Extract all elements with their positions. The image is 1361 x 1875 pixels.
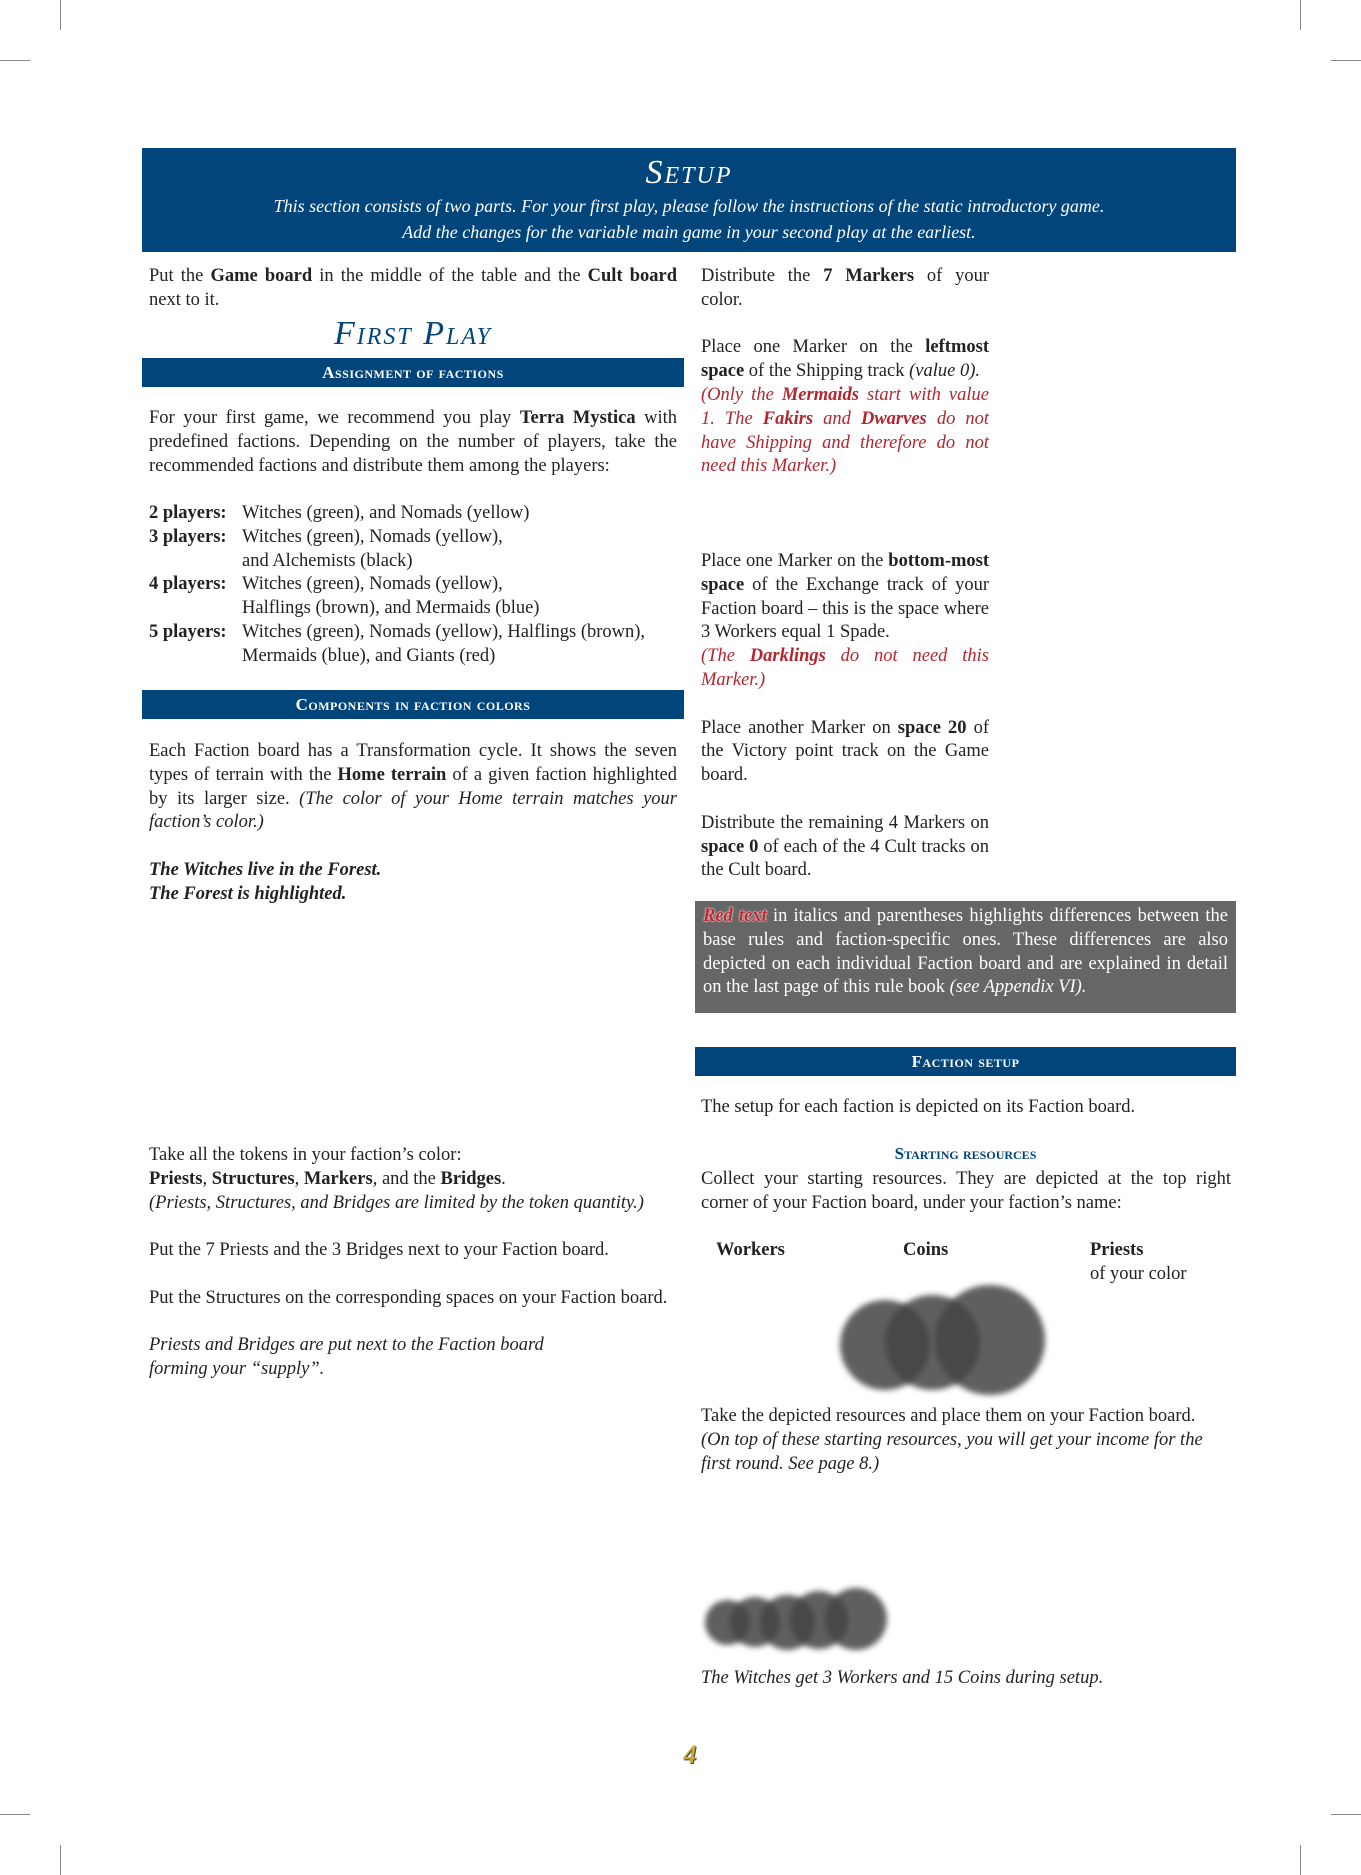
take-resources-text: Take the depicted resources and place them on your Faction board. (On top of these starting resources, you will get your income for the first round. See page 8.) <box>701 1406 1203 1474</box>
first-play-heading: First Play <box>333 315 493 352</box>
components-bar: Components in faction colors <box>142 690 684 719</box>
player-count: 3 players: <box>149 526 227 547</box>
collect-text: Collect your starting resources. They are depicted at the top right corner of your Faction board, under your faction’s name: <box>701 1169 1231 1213</box>
player-factions: Halflings (brown), and Mermaids (blue) <box>242 598 540 619</box>
witches-resources-image <box>705 1585 905 1650</box>
player-factions: Witches (green), Nomads (yellow), <box>242 526 503 547</box>
crop-mark <box>1300 0 1301 30</box>
intro-line: This section consists of two parts. For your first play, please follow the instructions of the static introductory game. <box>273 196 1105 216</box>
crop-mark <box>1331 1814 1361 1815</box>
player-factions: and Alchemists (black) <box>242 550 413 571</box>
left-intro: Put the Game board in the middle of the table and the Cult board next to it. <box>149 266 677 310</box>
resource-priests-label: Priests of your color <box>1090 1240 1187 1284</box>
exchange-text: Place one Marker on the bottom-most space of the Exchange track of your Faction board – this is the space where 3 Workers equal 1 Spade. (The Darklings do not need this Marker.) Place another Marker on space 20 of the Victory point track on the Game board. Distribute the remaining 4 Markers on space 0 of each of the 4 Cult tracks on the Cult board. <box>701 551 989 881</box>
page-number: 4 <box>683 1740 697 1769</box>
crop-mark <box>60 1845 61 1875</box>
player-count: 5 players: <box>149 621 227 642</box>
player-count: 2 players: <box>149 503 227 523</box>
assignment-bar: Assignment of factions <box>142 358 684 387</box>
player-factions: Mermaids (blue), and Giants (red) <box>242 645 496 666</box>
faction-setup-text: The setup for each faction is depicted on its Faction board. <box>701 1097 1136 1117</box>
crop-mark <box>1300 1845 1301 1875</box>
player-factions: Witches (green), Nomads (yellow), Halflings (brown), <box>242 621 646 642</box>
markers-text: Distribute the 7 Markers of your color. Place one Marker on the leftmost space of the Shipping track (value 0). (Only the Mermaids start with value 1. The Fakirs and Dwarves do not have Shipping and therefore do not need this Marker.) <box>701 266 990 477</box>
red-text-tag: Red text <box>703 906 767 926</box>
setup-banner <box>142 148 1236 252</box>
crop-mark <box>60 0 61 30</box>
faction-colors-text: Each Faction board has a Transformation cycle. It shows the seven types of terrain with the Home terrain of a given faction highlighted by its larger size. (The color of your Home terrain matches your faction’s color.) The Witches live in the Forest. The Forest is highlighted. <box>149 741 677 904</box>
witches-setup-caption: The Witches get 3 Workers and 15 Coins during setup. <box>701 1668 1104 1688</box>
player-count: 4 players: <box>149 574 227 595</box>
faction-setup-bar: Faction setup <box>695 1047 1236 1076</box>
player-list <box>149 502 689 669</box>
tokens-text: Take all the tokens in your faction’s color: Priests, Structures, Markers, and the Bridges. (Priests, Structures, and Bridges are limited by the token quantity.) Put the 7 Priests and the 3 Bridges next to your Faction board. Put the Structures on the corresponding spaces on your Faction board. Priests and Bridges are put next to the Faction board forming your “supply”. <box>149 1145 668 1380</box>
player-factions: Witches (green), Nomads (yellow), <box>242 574 503 595</box>
assignment-text: For your first game, we recommend you play Terra Mystica with predefined factions. Depending on the number of players, take the recommended factions and distribute them among the players: <box>149 408 677 476</box>
page-title: Setup <box>645 154 733 191</box>
starting-resources-heading: Starting resources <box>894 1144 1037 1163</box>
crop-mark <box>0 60 30 61</box>
resource-coins-label: Coins <box>903 1240 949 1260</box>
resource-workers-label: Workers <box>716 1240 785 1260</box>
intro-line: Add the changes for the variable main game in your second play at the earliest. <box>402 222 976 242</box>
crop-mark <box>1331 60 1361 61</box>
player-factions: Witches (green), and Nomads (yellow) <box>242 503 530 523</box>
resources-image <box>835 1285 1055 1395</box>
crop-mark <box>0 1814 30 1815</box>
red-text-note: Red text in italics and parentheses highlights differences between the base rules and faction-specific ones. These differences are also depicted on each individual Faction board and are explained in detail on the last page of this rule book (see Appendix VI). <box>695 901 1236 1013</box>
